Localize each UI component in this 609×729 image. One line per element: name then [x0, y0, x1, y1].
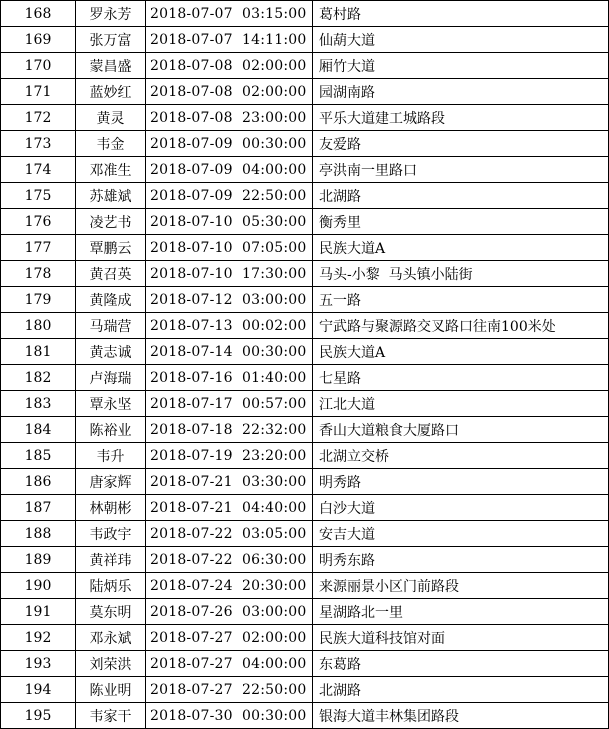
- record-number: 194: [1, 677, 76, 703]
- incident-time: 2018-07-24 20:30:00: [146, 573, 313, 599]
- record-number: 171: [1, 79, 76, 105]
- incident-location: 亭洪南一里路口: [313, 157, 609, 183]
- incident-location: 星湖路北一里: [313, 599, 609, 625]
- person-name: 黄志诚: [76, 339, 146, 365]
- record-number: 168: [1, 1, 76, 27]
- record-number: 183: [1, 391, 76, 417]
- person-name: 覃永坚: [76, 391, 146, 417]
- record-number: 181: [1, 339, 76, 365]
- table-row: [1, 625, 609, 651]
- table-row: [1, 1, 609, 27]
- record-number: 175: [1, 183, 76, 209]
- table-row: [1, 209, 609, 235]
- incident-location: 仙葫大道: [313, 27, 609, 53]
- table-row: [1, 105, 609, 131]
- incident-time: 2018-07-07 03:15:00: [146, 1, 313, 27]
- person-name: 黄祥玮: [76, 547, 146, 573]
- record-number: 182: [1, 365, 76, 391]
- person-name: 凌艺书: [76, 209, 146, 235]
- incident-location: 民族大道科技馆对面: [313, 625, 609, 651]
- records-table-body: [1, 1, 609, 729]
- person-name: 陈业明: [76, 677, 146, 703]
- person-name: 莫东明: [76, 599, 146, 625]
- incident-time: 2018-07-10 17:30:00: [146, 261, 313, 287]
- incident-location: 厢竹大道: [313, 53, 609, 79]
- incident-location: 北湖立交桥: [313, 443, 609, 469]
- person-name: 韦家干: [76, 703, 146, 729]
- record-number: 185: [1, 443, 76, 469]
- record-number: 189: [1, 547, 76, 573]
- incident-time: 2018-07-18 22:32:00: [146, 417, 313, 443]
- incident-location: 东葛路: [313, 651, 609, 677]
- record-number: 193: [1, 651, 76, 677]
- incident-time: 2018-07-27 04:00:00: [146, 651, 313, 677]
- record-number: 188: [1, 521, 76, 547]
- incident-time: 2018-07-14 00:30:00: [146, 339, 313, 365]
- record-number: 178: [1, 261, 76, 287]
- incident-location: 五一路: [313, 287, 609, 313]
- person-name: 邓永斌: [76, 625, 146, 651]
- incident-time: 2018-07-09 22:50:00: [146, 183, 313, 209]
- incident-location: 银海大道丰林集团路段: [313, 703, 609, 729]
- incident-location: 香山大道粮食大厦路口: [313, 417, 609, 443]
- incident-location: 北湖路: [313, 677, 609, 703]
- table-row: [1, 521, 609, 547]
- incident-location: 宁武路与聚源路交叉路口往南100米处: [313, 313, 609, 339]
- incident-location: 北湖路: [313, 183, 609, 209]
- table-row: [1, 53, 609, 79]
- incident-time: 2018-07-16 01:40:00: [146, 365, 313, 391]
- incident-time: 2018-07-22 03:05:00: [146, 521, 313, 547]
- record-number: 169: [1, 27, 76, 53]
- incident-time: 2018-07-13 00:02:00: [146, 313, 313, 339]
- incident-time: 2018-07-08 23:00:00: [146, 105, 313, 131]
- person-name: 黄灵: [76, 105, 146, 131]
- record-number: 177: [1, 235, 76, 261]
- incident-time: 2018-07-08 02:00:00: [146, 53, 313, 79]
- table-row: [1, 599, 609, 625]
- incident-location: 七星路: [313, 365, 609, 391]
- incident-time: 2018-07-30 00:30:00: [146, 703, 313, 729]
- table-row: [1, 547, 609, 573]
- incident-time: 2018-07-19 23:20:00: [146, 443, 313, 469]
- incident-location: 江北大道: [313, 391, 609, 417]
- record-number: 187: [1, 495, 76, 521]
- incident-location: 来源丽景小区门前路段: [313, 573, 609, 599]
- incident-time: 2018-07-26 03:00:00: [146, 599, 313, 625]
- person-name: 林朝彬: [76, 495, 146, 521]
- incident-time: 2018-07-10 07:05:00: [146, 235, 313, 261]
- person-name: 唐家辉: [76, 469, 146, 495]
- record-number: 192: [1, 625, 76, 651]
- table-row: [1, 365, 609, 391]
- table-row: [1, 261, 609, 287]
- incident-location: 明秀路: [313, 469, 609, 495]
- table-row: [1, 79, 609, 105]
- table-row: [1, 443, 609, 469]
- person-name: 黄隆成: [76, 287, 146, 313]
- table-row: [1, 183, 609, 209]
- table-row: [1, 417, 609, 443]
- table-row: [1, 677, 609, 703]
- record-number: 176: [1, 209, 76, 235]
- table-row: [1, 313, 609, 339]
- person-name: 韦升: [76, 443, 146, 469]
- person-name: 马瑞营: [76, 313, 146, 339]
- incident-time: 2018-07-08 02:00:00: [146, 79, 313, 105]
- incident-time: 2018-07-12 03:00:00: [146, 287, 313, 313]
- incident-location: 白沙大道: [313, 495, 609, 521]
- incident-location: 民族大道A: [313, 235, 609, 261]
- incident-time: 2018-07-22 06:30:00: [146, 547, 313, 573]
- incident-time: 2018-07-21 03:30:00: [146, 469, 313, 495]
- record-number: 186: [1, 469, 76, 495]
- person-name: 蓝妙红: [76, 79, 146, 105]
- record-number: 179: [1, 287, 76, 313]
- person-name: 苏雄斌: [76, 183, 146, 209]
- record-number: 174: [1, 157, 76, 183]
- record-number: 190: [1, 573, 76, 599]
- incident-location: 葛村路: [313, 1, 609, 27]
- record-number: 173: [1, 131, 76, 157]
- table-row: [1, 651, 609, 677]
- record-number: 184: [1, 417, 76, 443]
- incident-time: 2018-07-07 14:11:00: [146, 27, 313, 53]
- incident-location: 衡秀里: [313, 209, 609, 235]
- incident-location: 平乐大道建工城路段: [313, 105, 609, 131]
- person-name: 刘荣洪: [76, 651, 146, 677]
- incident-location: 安吉大道: [313, 521, 609, 547]
- person-name: 张万富: [76, 27, 146, 53]
- incident-location: 明秀东路: [313, 547, 609, 573]
- incident-time: 2018-07-17 00:57:00: [146, 391, 313, 417]
- incident-time: 2018-07-09 04:00:00: [146, 157, 313, 183]
- person-name: 韦金: [76, 131, 146, 157]
- table-row: [1, 703, 609, 729]
- record-number: 172: [1, 105, 76, 131]
- table-row: [1, 339, 609, 365]
- person-name: 韦政宇: [76, 521, 146, 547]
- table-row: [1, 131, 609, 157]
- person-name: 邓准生: [76, 157, 146, 183]
- table-row: [1, 157, 609, 183]
- incident-location: 园湖南路: [313, 79, 609, 105]
- table-row: [1, 27, 609, 53]
- table-row: [1, 235, 609, 261]
- person-name: 黄召英: [76, 261, 146, 287]
- incident-time: 2018-07-21 04:40:00: [146, 495, 313, 521]
- person-name: 覃鹏云: [76, 235, 146, 261]
- person-name: 蒙昌盛: [76, 53, 146, 79]
- record-number: 195: [1, 703, 76, 729]
- person-name: 陆炳乐: [76, 573, 146, 599]
- table-row: [1, 469, 609, 495]
- table-row: [1, 495, 609, 521]
- record-number: 170: [1, 53, 76, 79]
- incident-location: 民族大道A: [313, 339, 609, 365]
- person-name: 罗永芳: [76, 1, 146, 27]
- record-number: 180: [1, 313, 76, 339]
- incident-time: 2018-07-27 02:00:00: [146, 625, 313, 651]
- incident-location: 友爱路: [313, 131, 609, 157]
- table-row: [1, 391, 609, 417]
- incident-time: 2018-07-09 00:30:00: [146, 131, 313, 157]
- record-number: 191: [1, 599, 76, 625]
- incident-location: 马头-小黎 马头镇小陆街: [313, 261, 609, 287]
- incident-time: 2018-07-27 22:50:00: [146, 677, 313, 703]
- table-row: [1, 573, 609, 599]
- incident-time: 2018-07-10 05:30:00: [146, 209, 313, 235]
- table-row: [1, 287, 609, 313]
- person-name: 陈裕业: [76, 417, 146, 443]
- person-name: 卢海瑞: [76, 365, 146, 391]
